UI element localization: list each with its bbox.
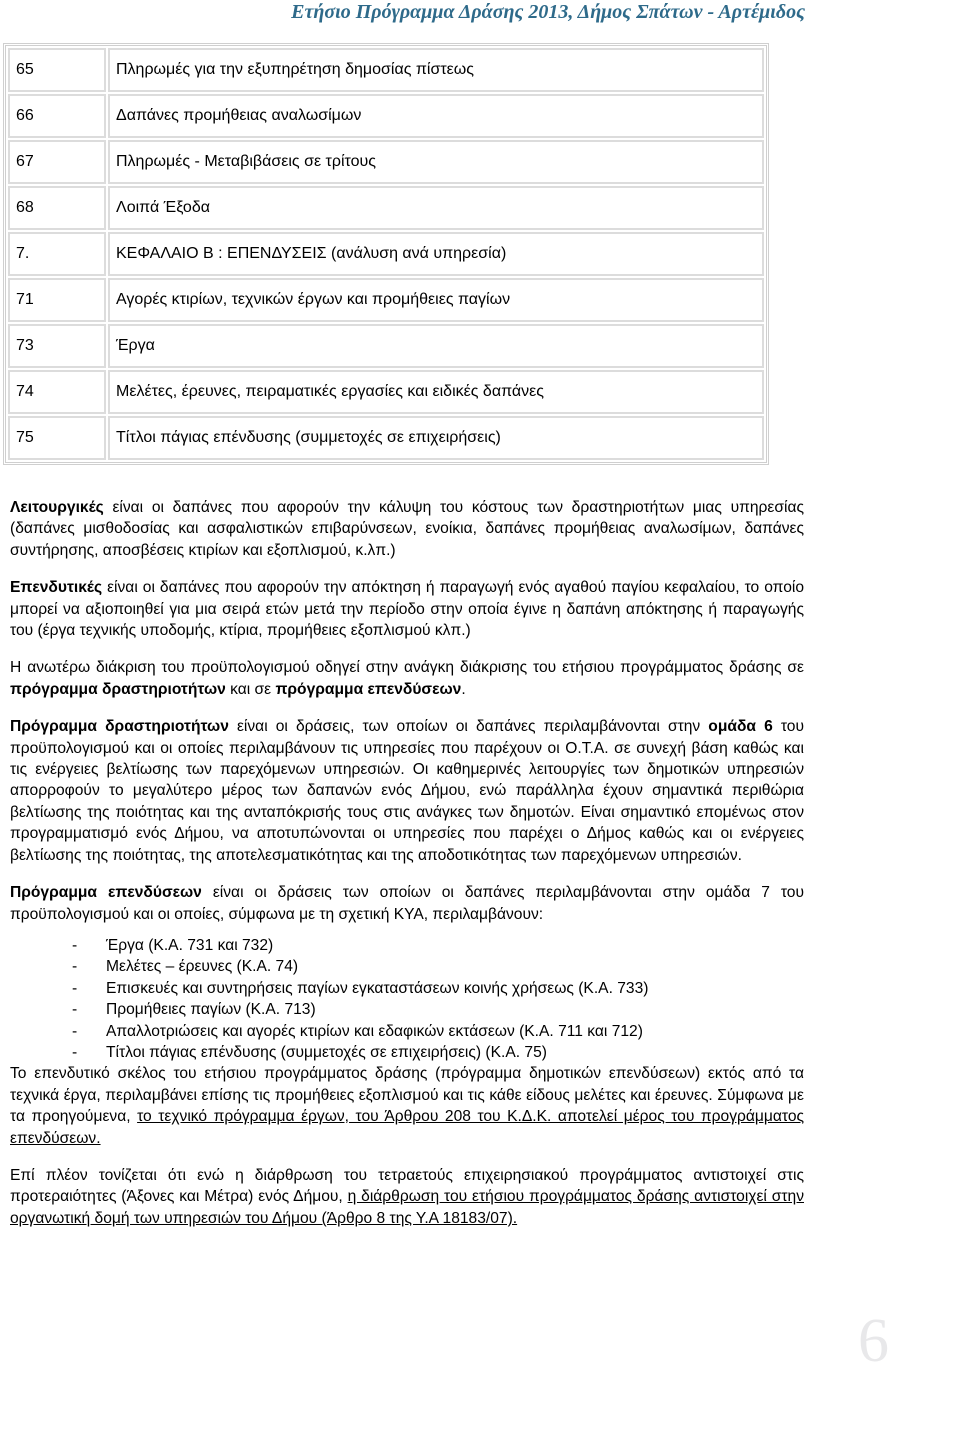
table-cell-label: Δαπάνες προμήθειας αναλωσίμων bbox=[108, 94, 764, 138]
table-row bbox=[8, 140, 764, 184]
budget-codes-table bbox=[3, 43, 769, 465]
list-item: - Προμήθειες παγίων (Κ.Α. 713) bbox=[10, 999, 804, 1020]
table-cell-code: 66 bbox=[8, 94, 106, 138]
paragraph-text: είναι οι δαπάνες που αφορούν την απόκτηση ή παραγωγή ενός αγαθού παγίου κεφαλαίου, το οποίο μπορεί να αξιοποιηθεί για μια σειρά ετών μετά την περίοδο στην οποία έγινε η δαπάνη απόκτησης ή παραγωγής του (έργα τεχνικής υποδομής, κτίρια, προμήθειες εξοπλισμού κλπ.) bbox=[10, 579, 804, 640]
table-cell-label: Τίτλοι πάγιας επένδυσης (συμμετοχές σε επιχειρήσεις) bbox=[108, 416, 764, 460]
term-activities-program: Πρόγραμμα δραστηριοτήτων bbox=[10, 718, 229, 736]
paragraph-text: του προϋπολογισμού και οι οποίες περιλαμβάνουν τις υπηρεσίες που παρέχουν οι Ο.Τ.Α. σε συνεχή βάση καθώς και τις ενέργειες βελτίωσης των παρεχόμενων υπηρεσιών. Οι καθημερινές λειτουργίες των δημοτικών υπηρεσιών απορροφούν το μεγαλύτερο μέρος των δαπανών ενός Δήμου, ενώ παράλληλα έχουν σημαντικά περιθώρια βελτίωσης της ποιότητας και της ανταπόκρισής τους στις ανάγκες των δημοτών. Είναι σημαντικό επομένως στον προγραμματισμό ενός Δήμου, να αποτυπώνονται οι υπηρεσίες που παρέχει ο Δήμος καθώς και οι ενέργειες βελτίωσης της ποιότητας, της αποτελεσματικότητας και της αποδοτικότητας των παρεχόμενων υπηρεσιών. bbox=[10, 718, 804, 864]
document-header-title: Ετήσιο Πρόγραμμα Δράσης 2013, Δήμος Σπάτων - Αρτέμιδος bbox=[291, 1, 805, 23]
table-cell-label bbox=[108, 232, 764, 276]
term-group-6: ομάδα 6 bbox=[708, 718, 773, 736]
paragraph-text: . bbox=[461, 680, 466, 698]
chapter-note: (ανάλυση ανά υπηρεσία) bbox=[326, 245, 507, 262]
term-investment-program: Πρόγραμμα επενδύσεων bbox=[10, 884, 202, 902]
list-item: - Επισκευές και συντηρήσεις παγίων εγκαταστάσεων κοινής χρήσεως (Κ.Α. 733) bbox=[10, 978, 804, 999]
paragraph-text: και σε bbox=[225, 680, 276, 698]
table-cell-code: 65 bbox=[8, 48, 106, 92]
underlined-text: η διάρθρωση του ετήσιου προγράμματος δράσης αντιστοιχεί στην οργανωτική δομή των υπηρεσιών του Δήμου (Άρθρο 8 της Υ.Α 18183/07). bbox=[10, 1188, 804, 1227]
list-item: - Απαλλοτριώσεις και αγορές κτιρίων και εδαφικών εκτάσεων (Κ.Α. 711 και 712) bbox=[10, 1021, 804, 1042]
term-activities-program: πρόγραμμα δραστηριοτήτων bbox=[10, 680, 226, 698]
chapter-title: ΚΕΦΑΛΑΙΟ Β : ΕΠΕΝΔΥΣΕΙΣ bbox=[116, 245, 327, 262]
table-row bbox=[8, 278, 764, 322]
table-cell-label: Πληρωμές για την εξυπηρέτηση δημοσίας πίστεως bbox=[108, 48, 764, 92]
table-cell-code: 7. bbox=[8, 232, 106, 276]
list-item: - Τίτλοι πάγιας επένδυσης (συμμετοχές σε επιχειρήσεις) (Κ.Α. 75) bbox=[10, 1042, 804, 1063]
paragraph-text: είναι οι δαπάνες που αφορούν την κάλυψη του κόστους των δραστηριοτήτων μιας υπηρεσίας (δαπάνες μισθοδοσίας και ασφαλιστικών επιβαρύνσεων, ενοίκια, δαπάνες προμήθειας αναλωσίμων, δαπάνες συντήρησης, αποσβέσεις κτιρίων και εξοπλισμού, κ.λπ.) bbox=[10, 499, 804, 559]
list-item: - Μελέτες – έρευνες (Κ.Α. 74) bbox=[10, 956, 804, 977]
paragraph-text: Επί πλέον τονίζεται ότι ενώ η διάρθρωση του τετραετούς επιχειρησιακού προγράμματος αντιστοιχεί στις προτεραιότητες (Άξονες και Μέτρα) ενός Δήμου, bbox=[10, 1166, 804, 1206]
underlined-text: το τεχνικό πρόγραμμα έργων, του Άρθρου 208 του Κ.Δ.Κ. αποτελεί μέρος του προγράμματος επενδύσεων. bbox=[10, 1108, 805, 1147]
table-cell-code: 73 bbox=[8, 324, 106, 368]
investment-items-list bbox=[10, 935, 804, 1063]
table-row bbox=[8, 370, 764, 414]
paragraph-investment-program bbox=[10, 882, 804, 925]
paragraph-investment-section bbox=[10, 1063, 804, 1149]
paragraph-operational-expenses bbox=[10, 497, 804, 561]
paragraph-text: είναι οι δράσεις, των οποίων οι δαπάνες περιλαμβάνονται στην bbox=[228, 718, 709, 736]
paragraph-budget-distinction bbox=[10, 657, 804, 700]
table-cell-label: Έργα bbox=[108, 324, 764, 368]
term-investment: Επενδυτικές bbox=[10, 579, 103, 597]
table-cell-code: 67 bbox=[8, 140, 106, 184]
table-cell-code: 71 bbox=[8, 278, 106, 322]
paragraph-text: Η ανωτέρω διάκριση του προϋπολογισμού οδηγεί στην ανάγκη διάκρισης του ετήσιου προγράμματος δράσης σε bbox=[10, 659, 804, 677]
table-cell-label: Λοιπά Έξοδα bbox=[108, 186, 764, 230]
document-body bbox=[10, 497, 804, 1245]
list-item: - Έργα (Κ.Α. 731 και 732) bbox=[10, 935, 804, 956]
table-cell-label: Μελέτες, έρευνες, πειραματικές εργασίες και ειδικές δαπάνες bbox=[108, 370, 764, 414]
table-cell-code: 74 bbox=[8, 370, 106, 414]
table-cell-label: Πληρωμές - Μεταβιβάσεις σε τρίτους bbox=[108, 140, 764, 184]
table-row bbox=[8, 94, 764, 138]
term-operational: Λειτουργικές bbox=[10, 499, 104, 516]
term-investment-program: πρόγραμμα επενδύσεων bbox=[275, 680, 462, 698]
table-row bbox=[8, 186, 764, 230]
page-number: 6 bbox=[858, 1307, 889, 1375]
paragraph-structure-note bbox=[10, 1165, 804, 1229]
paragraph-activities-program bbox=[10, 716, 804, 866]
table-cell-label: Αγορές κτιρίων, τεχνικών έργων και προμήθειες παγίων bbox=[108, 278, 764, 322]
paragraph-text: είναι οι δράσεις των οποίων οι δαπάνες περιλαμβάνονται στην ομάδα 7 του προϋπολογισμού και οι οποίες, σύμφωνα με τη σχετική ΚΥΑ, περιλαμβάνουν: bbox=[10, 884, 804, 923]
table-row bbox=[8, 324, 764, 368]
table-cell-code: 68 bbox=[8, 186, 106, 230]
paragraph-investment-expenses bbox=[10, 577, 804, 641]
table-row bbox=[8, 48, 764, 92]
table-row-chapter-heading bbox=[8, 232, 764, 276]
paragraph-text: Το επενδυτικό σκέλος του ετήσιου προγράμματος δράσης (πρόγραμμα δημοτικών επενδύσεων) εκτός από τα τεχνικά έργα, περιλαμβάνει επίσης τις προμήθειες εξοπλισμού και τις κάθε είδους μελέτες και έρευνες. Σύμφωνα με τα προηγούμενα, bbox=[10, 1065, 804, 1126]
table-row bbox=[8, 416, 764, 460]
table-cell-code: 75 bbox=[8, 416, 106, 460]
